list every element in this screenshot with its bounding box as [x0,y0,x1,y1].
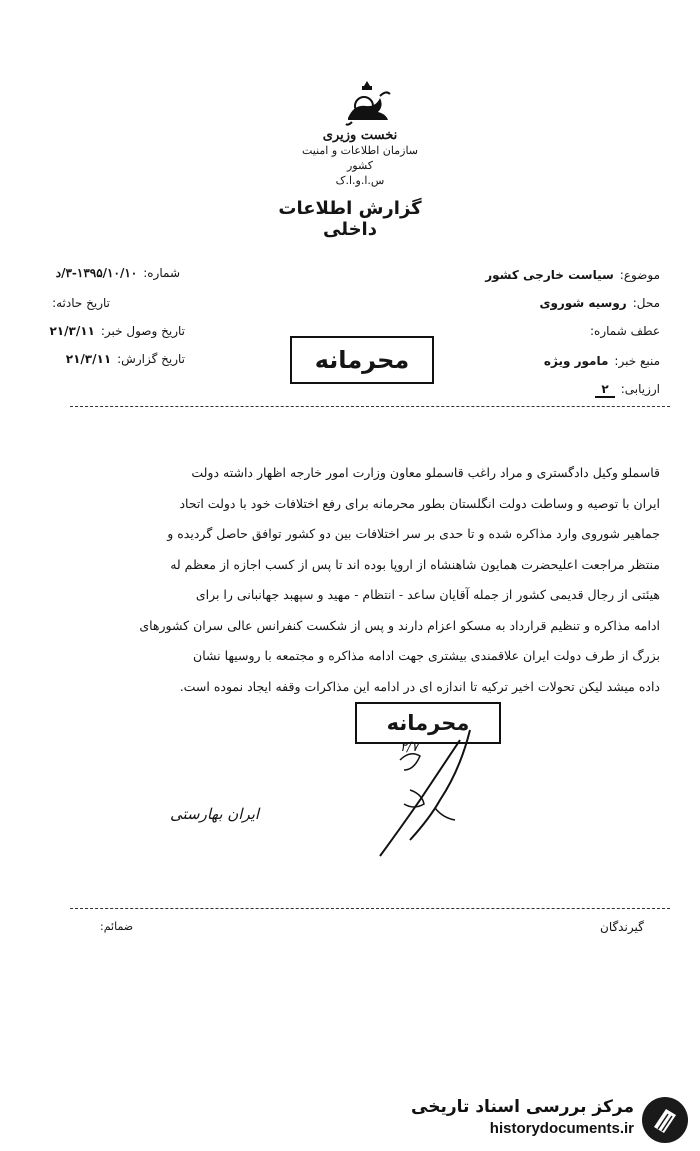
recipients-label: گیرندگان [600,920,644,934]
incident-date-label: تاریخ حادثه: [52,296,110,310]
classification-stamp-bottom: محرمانه [355,702,501,744]
location-value: روسیه شوروی [539,296,627,310]
report-title: گزارش اطلاعات داخلی [278,198,422,240]
document-center-icon [640,1095,690,1145]
report-body [58,458,660,702]
number-label: شماره: [143,266,180,280]
source-label: منبع خبر: [614,354,660,368]
body-line: داده میشد لیکن تحولات اخیر ترکیه تا اندازه ای در ادامه این مذاکرات وقفه ایجاد نموده است. [179,678,660,694]
body-line: هیئتی از رجال قدیمی کشور از جمله آقایان ساعد - انتظام - مهید و سپهبد جهانبانی را برای [195,587,660,602]
location-field [420,296,660,310]
reference-label: عطف شماره: [589,324,660,338]
signature-mark [340,720,520,870]
evaluation-value: ۲ [595,382,614,398]
report-date-field [66,352,185,366]
report-date-label: تاریخ گزارش: [117,352,185,366]
subject-label: موضوع: [619,268,660,282]
body-line: منتظر مراجعت اعلیحضرت همایون شاهنشاه از اروپا بوده اند تا پس از کسب اجازه از معظم له [170,556,660,572]
number-value: ۱۳۹۵/۱۰/۱۰-۳/د [55,266,138,280]
org-line2: سازمان اطلاعات و امنیت کشور [301,144,419,172]
reference-field [420,324,660,338]
org-line1: نخست وزیری [322,128,398,143]
enclosure-label: ضمائم: [100,920,134,933]
signature-note: ایران بهارستی [170,805,260,823]
source-value: مامور ویژه [543,354,609,368]
received-date-value: ۲۱/۳/۱۱ [49,324,95,338]
report-date-value: ۲۱/۳/۱۱ [65,352,112,366]
body-line: قاسملو وکیل دادگستری و مراد راغب قاسملو معاون وزارت امور خارجه اظهار داشته دولت [191,465,660,480]
subject-field [420,268,660,282]
body-line: جماهیر شوروی وارد مذاکره شده و تا حدی بر سر اختلافات بین دو کشور توافق حاصل گردیده و [167,526,660,541]
body-line: ادامه مذاکره و تنظیم قرارداد به مسکو اعزام دارند و پس از شکست کنفرانس عالی سران کشورهای [139,617,660,633]
evaluation-label: ارزیابی: [620,382,660,396]
classification-stamp: محرمانه [290,336,434,384]
evaluation-field [420,382,660,396]
location-label: محل: [632,296,660,310]
source-field [420,354,660,368]
body-line: بزرگ از طرف دولت ایران علاقمندی بیشتری جهت ادامه مذاکره و مجتمعه با روسیها نشان [193,648,660,663]
publisher-name: مرکز بررسی اسناد تاریخی [411,1097,634,1117]
organization-header [290,128,430,188]
header-divider [70,406,670,407]
publisher-url: historydocuments.ir [489,1120,634,1137]
subject-value: سیاست خارجی کشور [485,268,614,282]
received-date-field [49,324,185,338]
lion-and-sun-emblem [340,78,394,130]
received-date-label: تاریخ وصول خبر: [100,324,185,338]
incident-date-field [46,296,110,310]
body-line: ایران با توصیه و وساطت دولت انگلستان بطور محرمانه برای رفع اختلافات خود با دولت اتحاد [179,495,660,511]
signature-initial: ۲/۷ [400,740,419,755]
org-code: س.ا.و.ا.ک [335,174,385,187]
publisher-logo [406,1095,696,1145]
number-field [56,266,180,280]
footer-divider [70,908,670,909]
